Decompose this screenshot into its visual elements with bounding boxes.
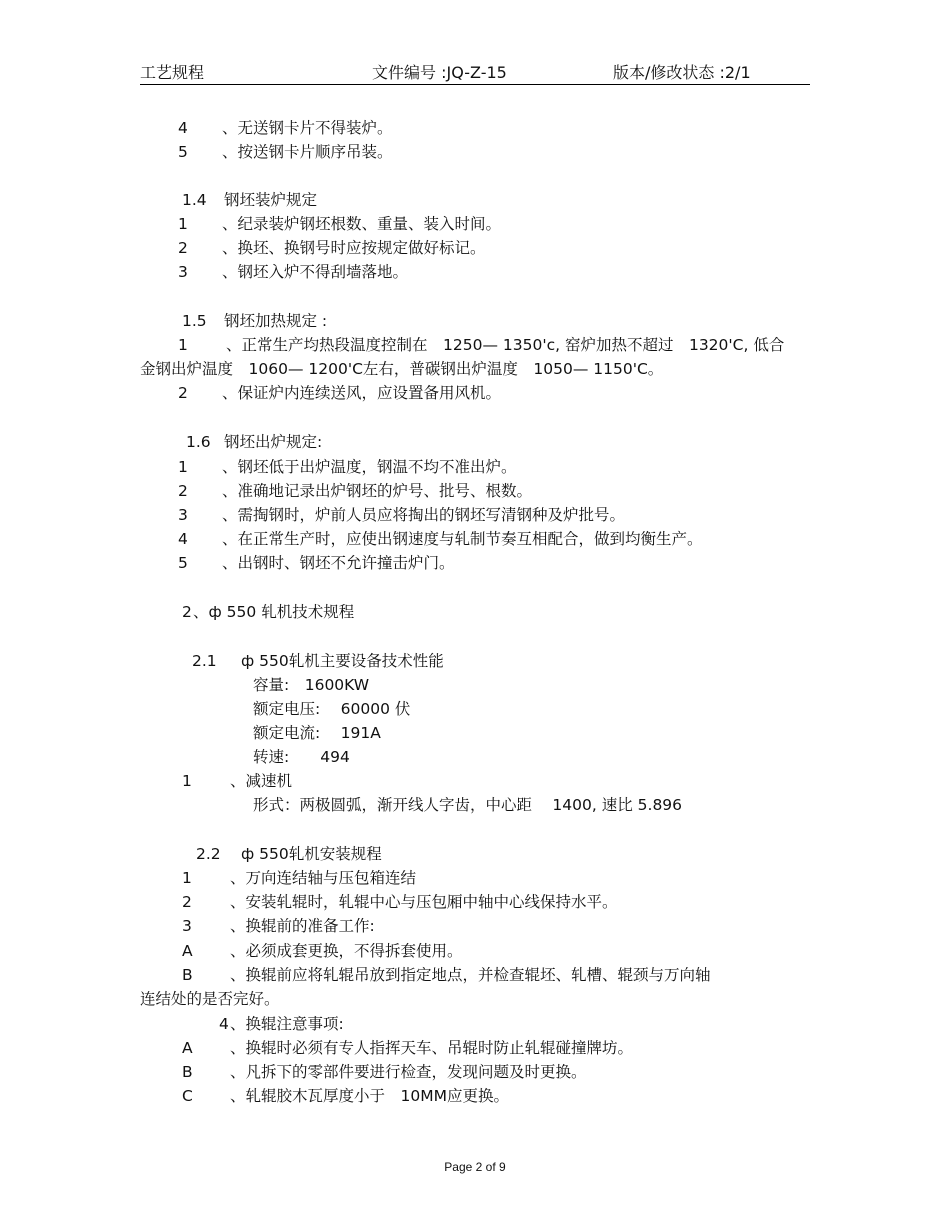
item-number: 4 bbox=[178, 530, 188, 548]
item-text: 、轧辊胶木瓦厚度小于 10MM应更换。 bbox=[230, 1087, 509, 1105]
item-text: 、钢坯低于出炉温度，钢温不均不准出炉。 bbox=[222, 458, 517, 476]
chapter-number: 2 bbox=[182, 603, 192, 621]
item-text-continued: 金钢出炉温度 1060— 1200'C左右，普碳钢出炉温度 1050— 1150'C。 bbox=[140, 360, 664, 378]
spec-rated-current: 额定电流: 191A bbox=[253, 724, 381, 742]
item-letter: A bbox=[182, 942, 193, 960]
item-letter: B bbox=[182, 966, 193, 984]
item-number: 5 bbox=[178, 143, 188, 161]
item-number: 1 bbox=[178, 336, 188, 354]
item-letter: A bbox=[182, 1039, 193, 1057]
item-number: 3 bbox=[182, 917, 192, 935]
section-heading: 钢坯装炉规定 bbox=[224, 191, 318, 209]
item-text: 、换辊注意事项: bbox=[230, 1015, 344, 1033]
item-text: 、必须成套更换，不得拆套使用。 bbox=[230, 942, 463, 960]
section-heading: 钢坯出炉规定: bbox=[224, 433, 323, 451]
item-text: 、换辊时必须有专人指挥天车、吊辊时防止轧辊碰撞牌坊。 bbox=[230, 1039, 634, 1057]
section-number: 2.2 bbox=[196, 845, 221, 863]
item-letter: B bbox=[182, 1063, 193, 1081]
item-number: 1 bbox=[178, 215, 188, 233]
page-footer: Page 2 of 9 bbox=[444, 1160, 506, 1174]
item-number: 1 bbox=[182, 772, 192, 790]
item-text: 、安装轧辊时，轧辊中心与压包厢中轴中心线保持水平。 bbox=[230, 893, 618, 911]
header-title: 工艺规程 bbox=[140, 63, 205, 82]
section-heading: 钢坯加热规定 : bbox=[224, 312, 328, 330]
spec-speed: 转速: 494 bbox=[253, 748, 350, 766]
item-number: 2 bbox=[182, 893, 192, 911]
spec-gear-form: 形式：两极圆弧，渐开线人字齿，中心距 1400, 速比 5.896 bbox=[253, 796, 683, 814]
item-number: 2 bbox=[178, 482, 188, 500]
spec-rated-voltage: 额定电压: 60000 伏 bbox=[253, 700, 411, 718]
item-number: 1 bbox=[182, 869, 192, 887]
item-text: 、在正常生产时，应使出钢速度与轧制节奏互相配合，做到均衡生产。 bbox=[222, 530, 703, 548]
item-number: 3 bbox=[178, 263, 188, 281]
item-text: 、准确地记录出炉钢坯的炉号、批号、根数。 bbox=[222, 482, 533, 500]
item-text: 、万向连结轴与压包箱连结 bbox=[230, 869, 417, 887]
item-number: 1 bbox=[178, 458, 188, 476]
item-text: 、钢坯入炉不得刮墙落地。 bbox=[222, 263, 409, 281]
section-number: 1.6 bbox=[186, 433, 211, 451]
item-text-continued: 连结处的是否完好。 bbox=[140, 990, 280, 1008]
item-text: 、换辊前应将轧辊吊放到指定地点，并检查辊坯、轧槽、辊颈与万向轴 bbox=[230, 966, 711, 984]
item-number: 2 bbox=[178, 384, 188, 402]
header-file-number: 文件编号 :JQ-Z-15 bbox=[372, 63, 507, 82]
spec-capacity: 容量: 1600KW bbox=[253, 676, 370, 694]
item-number: 4 bbox=[178, 119, 188, 137]
section-heading: ф 550轧机主要设备技术性能 bbox=[241, 652, 444, 670]
header-version: 版本/修改状态 :2/1 bbox=[613, 63, 751, 82]
header-rule bbox=[140, 84, 810, 85]
item-number: 2 bbox=[178, 239, 188, 257]
item-text: 、保证炉内连续送风，应设置备用风机。 bbox=[222, 384, 502, 402]
item-number: 5 bbox=[178, 554, 188, 572]
item-text: 、需掏钢时，炉前人员应将掏出的钢坯写清钢种及炉批号。 bbox=[222, 506, 626, 524]
item-text: 、无送钢卡片不得装炉。 bbox=[222, 119, 393, 137]
item-text: 、减速机 bbox=[230, 772, 293, 790]
section-heading: ф 550轧机安装规程 bbox=[241, 845, 382, 863]
item-text: 、凡拆下的零部件要进行检查，发现问题及时更换。 bbox=[230, 1063, 587, 1081]
section-number: 1.5 bbox=[182, 312, 207, 330]
item-text: 、按送钢卡片顺序吊装。 bbox=[222, 143, 393, 161]
chapter-heading: 、ф 550 轧机技术规程 bbox=[193, 603, 355, 621]
item-letter: C bbox=[182, 1087, 193, 1105]
section-number: 2.1 bbox=[192, 652, 217, 670]
item-text: 、出钢时、钢坯不允许撞击炉门。 bbox=[222, 554, 455, 572]
item-text: 、换辊前的准备工作: bbox=[230, 917, 375, 935]
item-text: 、正常生产均热段温度控制在 1250— 1350'c, 窑炉加热不超过 1320'C, 低合 bbox=[226, 336, 785, 354]
item-text: 、纪录装炉钢坯根数、重量、装入时间。 bbox=[222, 215, 502, 233]
item-text: 、换坯、换钢号时应按规定做好标记。 bbox=[222, 239, 486, 257]
item-number: 3 bbox=[178, 506, 188, 524]
section-number: 1.4 bbox=[182, 191, 207, 209]
item-number: 4 bbox=[219, 1015, 229, 1033]
